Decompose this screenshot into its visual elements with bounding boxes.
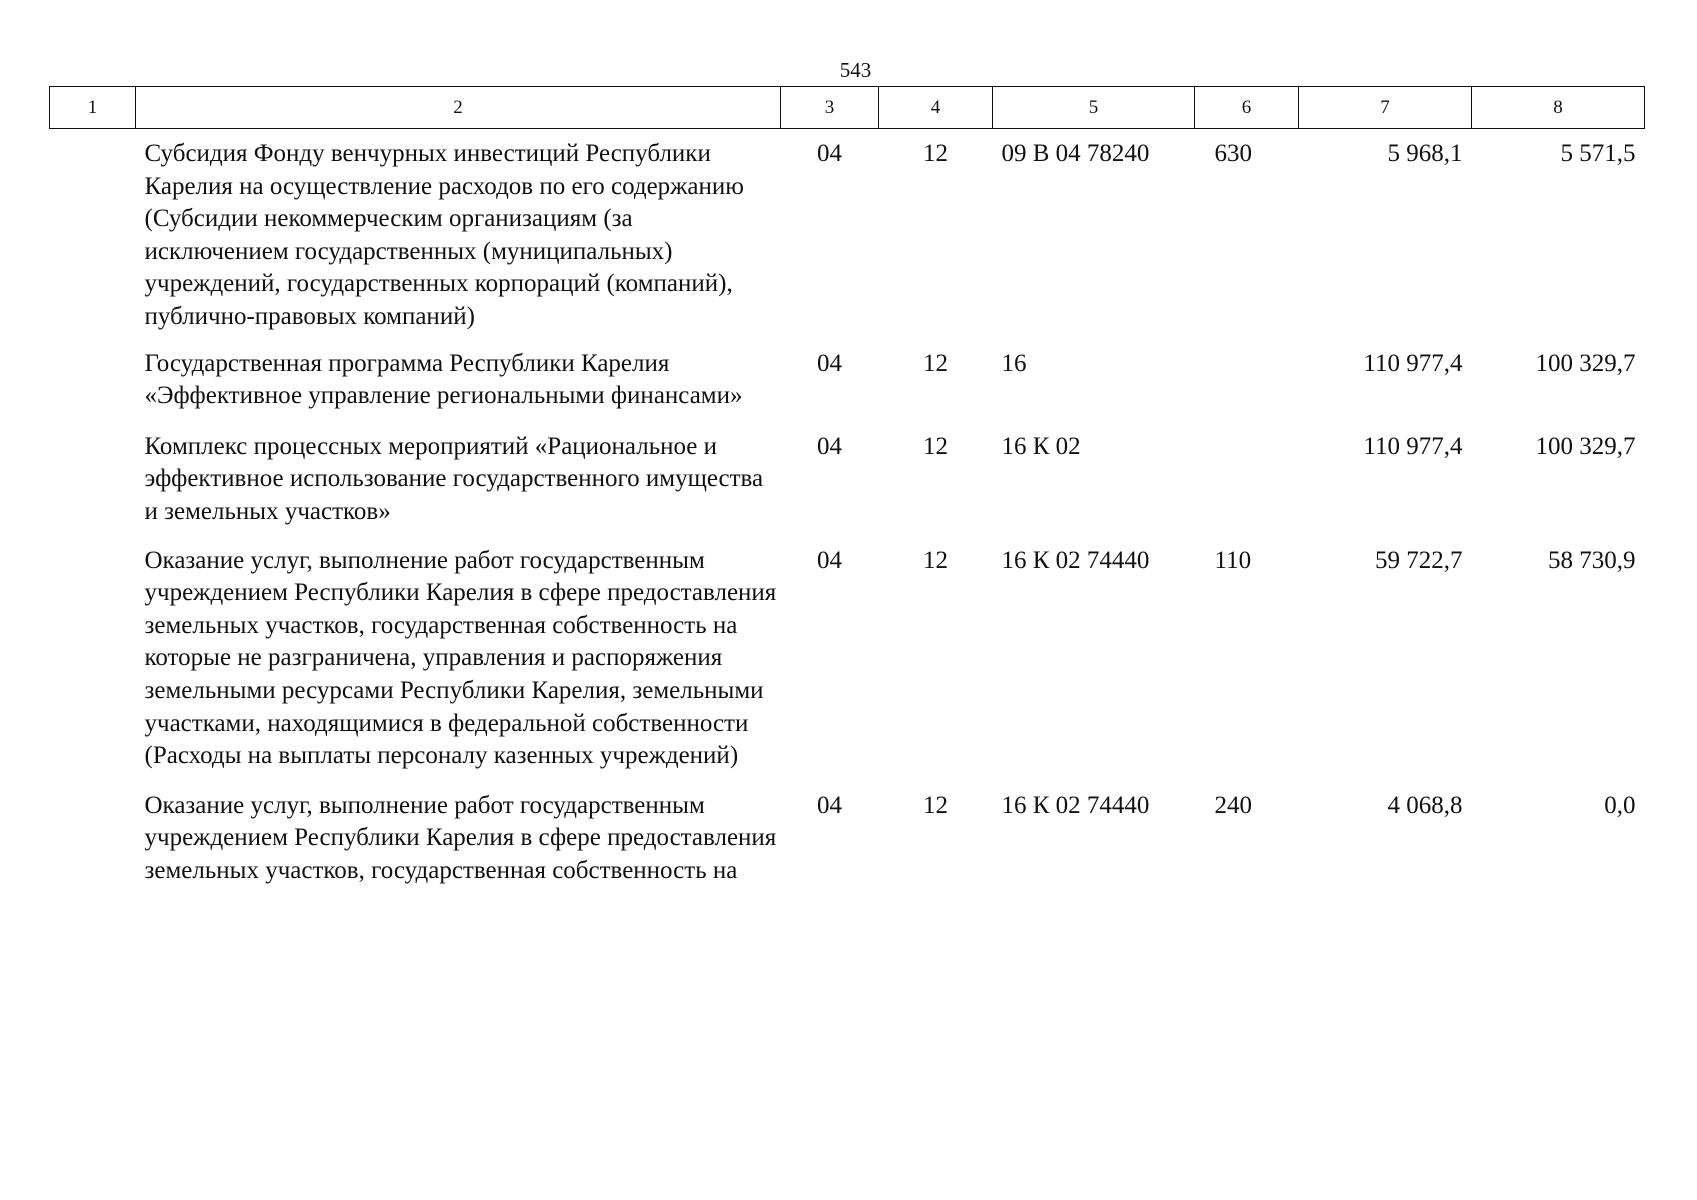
header-col-8: 8: [1472, 87, 1645, 129]
row-subsection-code: 12: [923, 432, 948, 460]
row-number-cell: [50, 545, 136, 790]
row-section-code: 04: [817, 140, 842, 167]
table-row: [50, 790, 1645, 888]
header-col-5: 5: [993, 87, 1195, 129]
row-description: Субсидия Фонду венчурных инвестиций Республики Карелия на осуществление расходов по его содержанию (Субсидии некоммерческим организациям (за исключением государственных (муниципальных) учреждений, государственных корпораций (компаний), публично-правовых компаний): [144, 140, 744, 330]
row-description: Комплекс процессных мероприятий «Рациональное и эффективное использование государственного имущества и земельных участков»: [144, 432, 764, 525]
row-amount-col7: 110 977,4: [1363, 432, 1463, 460]
header-col-6: 6: [1195, 87, 1299, 129]
row-subsection-code: 12: [923, 349, 948, 377]
row-subsection-code: 12: [923, 140, 948, 167]
table-row: [50, 348, 1645, 431]
row-amount-col8: 0,0: [1604, 791, 1636, 819]
row-expense-type: [1195, 431, 1299, 545]
row-expense-type: 240: [1214, 791, 1252, 819]
budget-table: [49, 86, 1645, 887]
row-number-cell: [50, 431, 136, 545]
row-subsection-code: 12: [923, 791, 948, 819]
table-row: [50, 129, 1645, 348]
header-col-3: 3: [781, 87, 879, 129]
table-row: [50, 431, 1645, 545]
row-amount-col8: 58 730,9: [1548, 546, 1636, 574]
row-number-cell: [50, 348, 136, 431]
header-col-7: 7: [1299, 87, 1472, 129]
row-target-article: 09 В 04 78240: [1001, 140, 1150, 167]
row-number-cell: [50, 129, 136, 348]
header-col-2: 2: [136, 87, 781, 129]
table-body: [50, 129, 1645, 888]
row-section-code: 04: [817, 791, 842, 819]
row-description: Оказание услуг, выполнение работ государственным учреждением Республики Карелия в сфере предоставления земельных участков, государственная собственность на которые не разграничена, управления и распоряжения земельными ресурсами Республики Карелия, земельными участками, находящимися в федеральной собственности (Расходы на выплаты персоналу казенных учреждений): [144, 546, 777, 770]
row-amount-col7: 110 977,4: [1363, 349, 1463, 377]
row-expense-type: 110: [1214, 546, 1252, 574]
row-amount-col8: 5 571,5: [1560, 140, 1636, 167]
row-target-article: 16: [1001, 349, 1027, 377]
row-expense-type: 630: [1214, 140, 1252, 167]
row-amount-col8: 100 329,7: [1535, 432, 1636, 460]
row-amount-col7: 4 068,8: [1387, 791, 1463, 819]
row-section-code: 04: [817, 349, 842, 377]
row-description: Государственная программа Республики Карелия «Эффективное управление региональными финансами»: [144, 349, 743, 410]
row-expense-type: [1195, 348, 1299, 431]
row-target-article: 16 К 02: [1001, 432, 1081, 460]
header-col-4: 4: [879, 87, 993, 129]
table-header: [50, 87, 1645, 129]
header-row: [50, 87, 1645, 129]
row-target-article: 16 К 02 74440: [1001, 791, 1150, 819]
row-amount-col7: 59 722,7: [1375, 546, 1463, 574]
row-number-cell: [50, 790, 136, 888]
page-number: 543: [839, 58, 872, 82]
row-section-code: 04: [817, 546, 842, 574]
row-target-article: 16 К 02 74440: [1001, 546, 1150, 574]
row-section-code: 04: [817, 432, 842, 460]
table-row: [50, 545, 1645, 790]
row-amount-col7: 5 968,1: [1387, 140, 1463, 167]
header-col-1: 1: [50, 87, 136, 129]
row-description: Оказание услуг, выполнение работ государственным учреждением Республики Карелия в сфере предоставления земельных участков, государственная собственность на: [144, 791, 777, 884]
row-subsection-code: 12: [923, 546, 948, 574]
row-amount-col8: 100 329,7: [1535, 349, 1636, 377]
